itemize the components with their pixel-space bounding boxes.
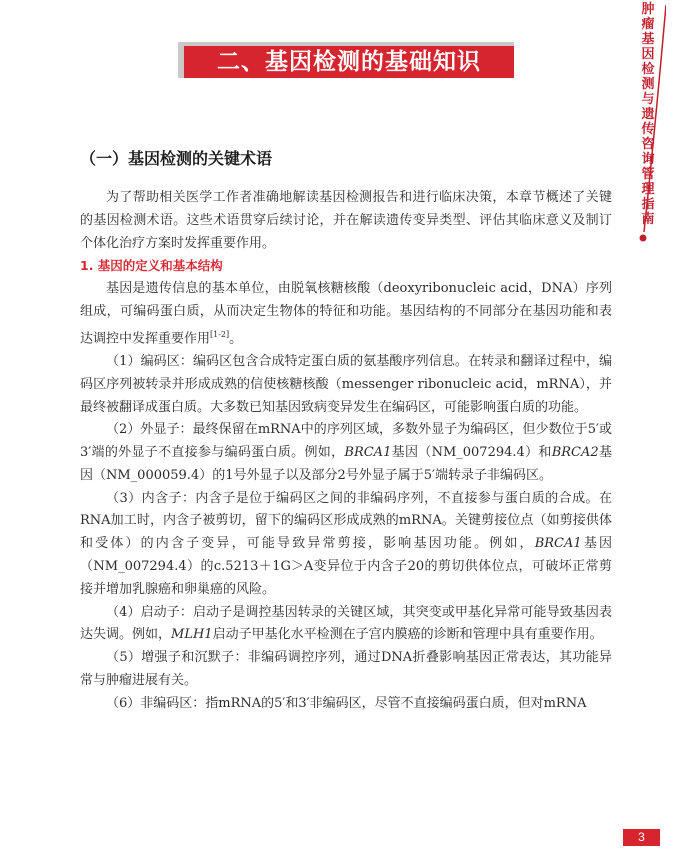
promoter-text-a: （4）启动子：启动子是调控基因转录的关键区域，其突变或甲基化异常可能导致基因表达失调。例如， [80, 604, 612, 643]
gene-name-mlh1: MLH1 [171, 627, 213, 643]
exon-paragraph [80, 419, 612, 487]
intron-paragraph [80, 488, 612, 602]
exon-text-b: 基因（NM_007294.4）和 [391, 445, 552, 461]
intron-text-a: （3）内含子：内含子是位于编码区之间的非编码序列，不直接参与蛋白质的合成。在RNA加工时，内含子被剪切，留下的编码区形成成熟的mRNA。关键剪接位点（如剪接供体和受体）的内含子变异，可能导致异常剪接，影响基因功能。例如， [80, 490, 612, 552]
coding-region-paragraph: （1）编码区：编码区包含合成特定蛋白质的氨基酸序列信息。在转录和翻译过程中，编码区序列被转录并形成成熟的信使核糖核酸（messenger ribonucleic acid，mRNA），并最终被翻译成蛋白质。大多数已知基因致病变异发生在编码区，可能影响蛋白质的功能。 [80, 353, 612, 415]
promoter-text-b: 启动子甲基化水平检测在子宫内膜癌的诊断和管理中具有重要作用。 [212, 627, 603, 643]
noncoding-paragraph: （6）非编码区：指mRNA的5′和3′非编码区，尽管不直接编码蛋白质，但对mRNA [106, 695, 587, 711]
running-title-vertical: 肿瘤基因检测与遗传咨询管理指南 [641, 2, 655, 227]
subsection-title: 1. 基因的定义和基本结构 [80, 258, 223, 274]
chapter-title: 二、基因检测的基础知识 [184, 46, 514, 78]
intron-text-b: 基因（NM_007294.4）的c.5213＋1G＞A变异位于内含子20的剪切供体位点，可破坏正常剪接并增加乳腺癌和卵巢癌的风险。 [80, 536, 612, 597]
enhancer-paragraph: （5）增强子和沉默子：非编码调控序列，通过DNA折叠影响基因正常表达，其功能异常与肿瘤进展有关。 [80, 650, 612, 689]
exon-text-a: （2）外显子：最终保留在mRNA中的序列区域，多数外显子为编码区，但少数位于5′或3′端的外显子不直接参与编码蛋白质。例如， [80, 422, 612, 461]
exon-text-c: 基因（NM_000059.4）的1号外显子以及部分2号外显子属于5′端转录子非编码区。 [80, 445, 612, 483]
gene-name-brca2: BRCA2 [551, 445, 599, 461]
gene-name-brca1-intron: BRCA1 [534, 536, 582, 552]
gene-name-brca1: BRCA1 [344, 445, 392, 461]
section-title: （一）基因检测的关键术语 [80, 149, 273, 168]
intro-paragraph: 为了帮助相关医学工作者准确地解读基因检测报告和进行临床决策，本章节概述了关键的基因检测术语。这些术语贯穿后续讨论，并在解读遗传变异类型、评估其临床意义及制订个体化治疗方案时发挥重要作用。 [80, 190, 612, 251]
gene-definition-end: 。 [229, 331, 243, 347]
citation-ref: [1-2] [210, 329, 230, 339]
promoter-paragraph [80, 602, 612, 648]
gene-definition-text: 基因是遗传信息的基本单位，由脱氧核糖核酸（deoxyribonucleic acid，DNA）序列组成，可编码蛋白质，从而决定生物体的特征和功能。基因结构的不同部分在基因功能和表达调控中发挥重要作用 [80, 281, 612, 347]
gene-definition-paragraph [80, 278, 612, 351]
page-number: 3 [623, 829, 660, 846]
body-text [80, 187, 612, 716]
